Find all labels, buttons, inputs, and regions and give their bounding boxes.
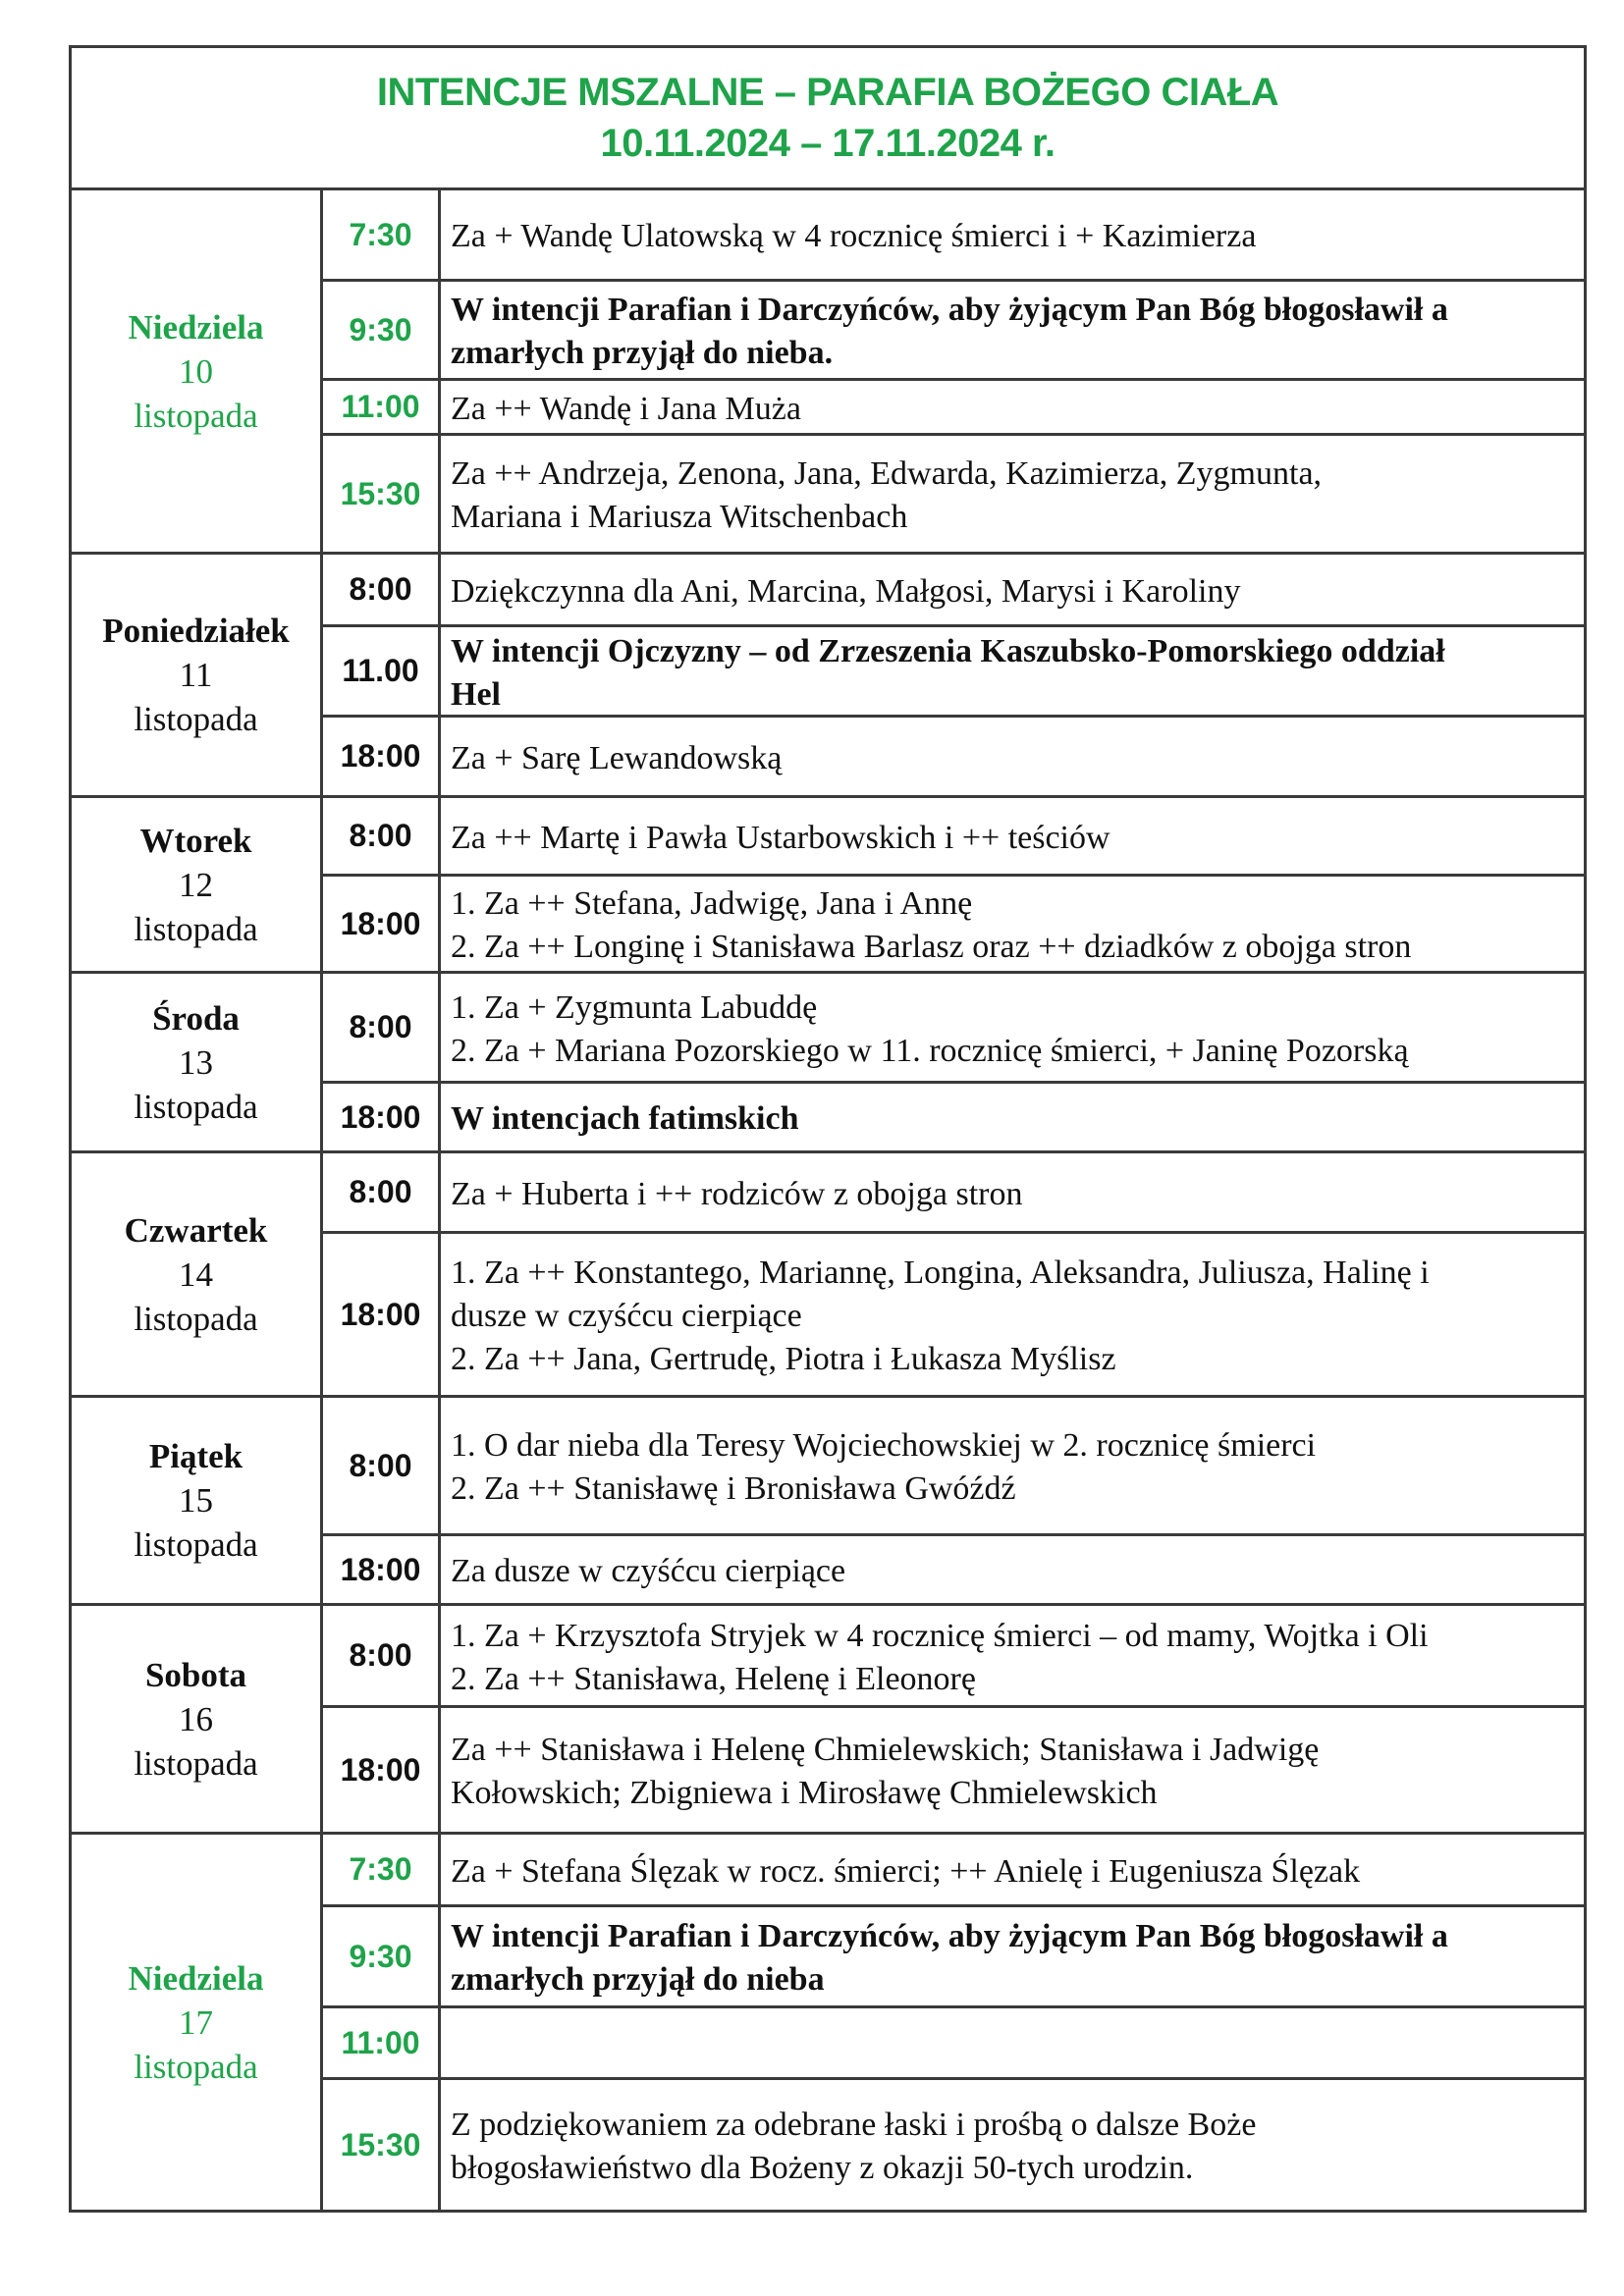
day-month: listopada: [134, 1087, 258, 1126]
mass-time: 8:00: [323, 555, 441, 624]
mass-time: 18:00: [323, 1234, 441, 1395]
mass-intention: [441, 718, 1584, 795]
mass-intention: [441, 877, 1584, 971]
intention-line: Za ++ Martę i Pawła Ustarbowskich i ++ teściów: [451, 819, 1110, 856]
day-name: Sobota: [144, 1655, 247, 1694]
mass-row: [323, 2080, 1584, 2210]
schedule-table: [72, 190, 1584, 2210]
day-row: [72, 1835, 1584, 2210]
day-row: [72, 190, 1584, 555]
mass-intention: [441, 1234, 1584, 1395]
day-cell: [72, 555, 323, 795]
day-cell: [72, 1835, 323, 2210]
mass-row: [323, 718, 1584, 795]
mass-intention: [441, 1835, 1584, 1904]
mass-row: [323, 1907, 1584, 2008]
day-month: listopada: [134, 700, 258, 738]
intention-line: 1. Za + Zygmunta Labuddę: [451, 988, 818, 1026]
intention-line: 1. Za + Krzysztofa Stryjek w 4 rocznicę śmierci – od mamy, Wojtka i Oli: [451, 1617, 1429, 1654]
mass-row: [323, 282, 1584, 381]
day-row: [72, 1398, 1584, 1606]
intention-line: zmarłych przyjął do nieba.: [451, 335, 834, 371]
intention-line: W intencji Ojczyzny – od Zrzeszenia Kaszubsko-Pomorskiego oddział: [451, 632, 1445, 669]
day-name: Wtorek: [139, 821, 252, 860]
day-cell: [72, 974, 323, 1150]
intention-line: Z podziękowaniem za odebrane łaski i prośbą o dalsze Boże: [451, 2107, 1257, 2143]
mass-intention: [441, 1907, 1584, 2005]
intention-line: W intencjach fatimskich: [451, 1100, 799, 1137]
intention-line: 2. Za ++ Stanisławę i Bronisława Gwóźdź: [451, 1470, 1016, 1507]
intention-line: Za dusze w czyśćcu cierpiące: [451, 1553, 846, 1589]
header: [72, 48, 1584, 190]
intention-line: Dziękczynna dla Ani, Marcina, Małgosi, Marysi i Karoliny: [451, 572, 1241, 610]
intention-line: dusze w czyśćcu cierpiące: [451, 1298, 802, 1334]
intention-line: 1. O dar nieba dla Teresy Wojciechowskiej w 2. rocznicę śmierci: [451, 1427, 1317, 1464]
mass-intention: [441, 1398, 1584, 1533]
mass-intention: [441, 1084, 1584, 1150]
day-month: listopada: [134, 1299, 258, 1338]
day-day: 17: [179, 2002, 213, 2042]
mass-time: 8:00: [323, 1153, 441, 1231]
mass-time: 18:00: [323, 1708, 441, 1832]
mass-row: [323, 627, 1584, 718]
day-row: [72, 1606, 1584, 1835]
day-month: listopada: [134, 396, 258, 435]
day-cell: [72, 1398, 323, 1603]
day-cell: [72, 798, 323, 971]
day-cell: [72, 1606, 323, 1832]
day-name: Niedziela: [128, 1958, 264, 1998]
intention-line: Za + Wandę Ulatowską w 4 rocznicę śmierci i + Kazimierza: [451, 218, 1257, 254]
mass-row: [323, 1234, 1584, 1395]
mass-row: [323, 1153, 1584, 1234]
mass-list: [323, 190, 1584, 552]
mass-intention: [441, 436, 1584, 552]
mass-time: 8:00: [323, 798, 441, 874]
day-row: [72, 1153, 1584, 1398]
intention-line: błogosławieństwo dla Bożeny z okazji 50-tych urodzin.: [451, 2150, 1194, 2186]
mass-row: [323, 190, 1584, 282]
intention-line: Hel: [451, 675, 501, 713]
day-name: Środa: [152, 998, 240, 1038]
day-month: listopada: [134, 2047, 258, 2086]
intentions-sheet: [69, 45, 1587, 2213]
intention-line: 2. Za + Mariana Pozorskiego w 11. rocznicę śmierci, + Janinę Pozorską: [451, 1032, 1409, 1069]
mass-list: [323, 1398, 1584, 1603]
day-month: listopada: [134, 909, 258, 948]
mass-time: 11:00: [323, 2008, 441, 2077]
intention-line: 1. Za ++ Konstantego, Mariannę, Longina, Aleksandra, Juliusza, Halinę i: [451, 1255, 1430, 1291]
mass-list: [323, 1153, 1584, 1395]
mass-intention: [441, 1153, 1584, 1231]
day-day: 13: [179, 1042, 213, 1082]
intention-line: W intencji Parafian i Darczyńców, aby żyjącym Pan Bóg błogosławił a: [451, 1918, 1448, 1954]
day-day: 12: [179, 865, 213, 904]
mass-time: 15:30: [323, 436, 441, 552]
mass-intention: [441, 2080, 1584, 2210]
intention-line: Za + Sarę Lewandowską: [451, 739, 783, 776]
mass-list: [323, 974, 1584, 1150]
mass-row: [323, 436, 1584, 552]
intention-line: Za + Huberta i ++ rodziców z obojga stron: [451, 1175, 1023, 1212]
mass-intention: [441, 190, 1584, 279]
mass-row: [323, 1835, 1584, 1907]
date-range: 10.11.2024 – 17.11.2024 r.: [600, 122, 1056, 165]
day-day: 15: [179, 1481, 213, 1520]
mass-intention: [441, 1536, 1584, 1603]
mass-row: [323, 1606, 1584, 1708]
day-name: Czwartek: [124, 1210, 268, 1250]
intention-line: Mariana i Mariusza Witschenbach: [451, 499, 908, 535]
mass-intention: [441, 974, 1584, 1081]
mass-intention: [441, 798, 1584, 874]
day-month: listopada: [134, 1525, 258, 1564]
page-title: INTENCJE MSZALNE – PARAFIA BOŻEGO CIAŁA: [376, 71, 1279, 114]
day-cell: [72, 190, 323, 552]
mass-time: 7:30: [323, 190, 441, 279]
mass-row: [323, 555, 1584, 627]
day-row: [72, 555, 1584, 798]
intention-line: Kołowskich; Zbigniewa i Mirosławę Chmielewskich: [451, 1775, 1158, 1811]
intention-line: zmarłych przyjął do nieba: [451, 1961, 825, 1998]
day-day: 14: [179, 1255, 213, 1294]
day-name: Poniedziałek: [102, 612, 290, 650]
mass-row: [323, 1084, 1584, 1150]
day-row: [72, 798, 1584, 974]
mass-intention: [441, 555, 1584, 624]
mass-time: 9:30: [323, 1907, 441, 2005]
intention-line: 1. Za ++ Stefana, Jadwigę, Jana i Annę: [451, 885, 973, 922]
mass-list: [323, 1835, 1584, 2210]
intention-line: Za ++ Wandę i Jana Muża: [451, 390, 801, 427]
mass-intention: [441, 1708, 1584, 1832]
mass-time: 18:00: [323, 1084, 441, 1150]
intention-line: Za ++ Andrzeja, Zenona, Jana, Edwarda, Kazimierza, Zygmunta,: [451, 455, 1323, 492]
mass-time: 9:30: [323, 282, 441, 378]
day-name: Niedziela: [128, 307, 264, 347]
mass-time: 18:00: [323, 1536, 441, 1603]
mass-row: [323, 974, 1584, 1084]
mass-time: 18:00: [323, 877, 441, 971]
day-day: 16: [179, 1699, 213, 1738]
intention-line: Za ++ Stanisława i Helenę Chmielewskich; Stanisława i Jadwigę: [451, 1732, 1320, 1768]
day-day: 11: [179, 656, 213, 694]
mass-row: [323, 877, 1584, 971]
day-day: 10: [179, 351, 213, 391]
mass-intention: [441, 2008, 1584, 2077]
mass-intention: [441, 381, 1584, 433]
mass-row: [323, 798, 1584, 877]
mass-time: 11:00: [323, 381, 441, 433]
mass-row: [323, 1398, 1584, 1536]
mass-time: 15:30: [323, 2080, 441, 2210]
mass-list: [323, 555, 1584, 795]
intention-line: W intencji Parafian i Darczyńców, aby żyjącym Pan Bóg błogosławił a: [451, 292, 1448, 328]
day-cell: [72, 1153, 323, 1395]
day-name: Piątek: [148, 1437, 244, 1475]
mass-list: [323, 1606, 1584, 1832]
day-month: listopada: [134, 1743, 258, 1783]
mass-row: [323, 1708, 1584, 1832]
intention-line: 2. Za ++ Jana, Gertrudę, Piotra i Łukasza Myślisz: [451, 1341, 1116, 1377]
mass-row: [323, 381, 1584, 436]
intention-line: 2. Za ++ Stanisława, Helenę i Eleonorę: [451, 1660, 976, 1697]
mass-time: 7:30: [323, 1835, 441, 1904]
mass-row: [323, 2008, 1584, 2080]
intention-line: 2. Za ++ Longinę i Stanisława Barlasz oraz ++ dziadków z obojga stron: [451, 929, 1412, 965]
mass-time: 8:00: [323, 1606, 441, 1705]
mass-row: [323, 1536, 1584, 1603]
day-row: [72, 974, 1584, 1153]
intention-line: Za + Stefana Ślęzak w rocz. śmierci; ++ Anielę i Eugeniusza Ślęzak: [451, 1852, 1361, 1890]
mass-list: [323, 798, 1584, 971]
mass-time: 8:00: [323, 974, 441, 1081]
mass-time: 8:00: [323, 1398, 441, 1533]
mass-intention: [441, 1606, 1584, 1705]
mass-intention: [441, 282, 1584, 378]
mass-intention: [441, 627, 1584, 715]
mass-time: 18:00: [323, 718, 441, 795]
mass-time: 11.00: [323, 627, 441, 715]
